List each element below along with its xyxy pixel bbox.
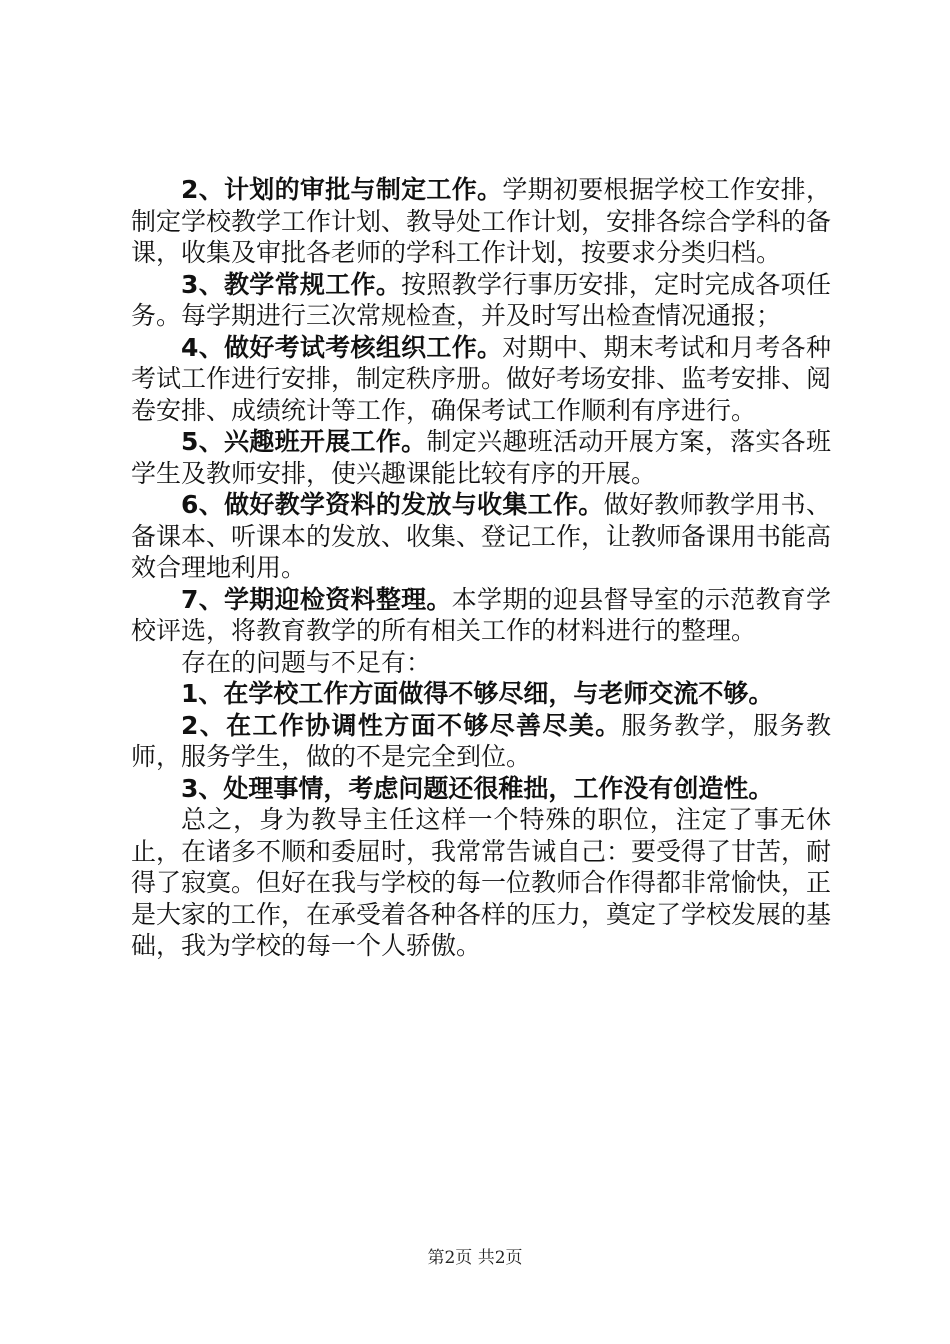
paragraph-problem-1	[131, 678, 831, 710]
heading-exam-organization: 4、做好考试考核组织工作。	[181, 332, 503, 362]
heading-materials-distribution: 6、做好教学资料的发放与收集工作。	[181, 490, 604, 519]
text-inspection-materials: 本学期的迎县督导室的示范教育学校评选，将教育教学的所有相关工作的材料进行的整理。	[131, 584, 831, 645]
paragraph-problems-intro	[131, 647, 831, 679]
heading-plan-approval: 2、计划的审批与制定工作。	[181, 175, 503, 204]
text-plan-approval: 学期初要根据学校工作安排，制定学校教学工作计划、教导处工作计划，安排各综合学科的备课，收集及审批各老师的学科工作计划，按要求分类归档。	[131, 175, 832, 267]
heading-problem-3: 3、处理事情，考虑问题还很稚拙，工作没有创造性。	[181, 773, 774, 803]
paragraph-plan-approval	[131, 174, 831, 269]
text-materials-distribution: 做好教师教学用书、备课本、听课本的发放、收集、登记工作，让教师备课用书能高效合理地利用。	[131, 490, 832, 582]
heading-teaching-routine: 3、教学常规工作。	[181, 269, 402, 299]
paragraph-problem-3	[131, 773, 831, 805]
paragraph-materials-distribution	[131, 489, 831, 584]
paragraph-inspection-materials	[131, 584, 831, 647]
heading-inspection-materials: 7、学期迎检资料整理。	[181, 584, 452, 614]
paragraph-problem-2	[131, 710, 831, 773]
page-footer	[0, 1243, 950, 1268]
text-interest-class: 制定兴趣班活动开展方案，落实各班学生及教师安排，使兴趣课能比较有序的开展。	[131, 427, 831, 488]
paragraph-exam-organization	[131, 332, 831, 427]
heading-problem-2: 2、在工作协调性方面不够尽善尽美。	[181, 710, 622, 740]
text-problems-intro: 存在的问题与不足有：	[181, 647, 432, 677]
text-teaching-routine: 按照教学行事历安排，定时完成各项任务。每学期进行三次常规检查，并及时写出检查情况通报；	[131, 269, 831, 330]
heading-problem-1: 1、在学校工作方面做得不够尽细，与老师交流不够。	[181, 679, 774, 708]
paragraph-teaching-routine	[131, 269, 831, 332]
paragraph-interest-class	[131, 426, 831, 489]
page-number-label: 第2页 共2页	[427, 1248, 523, 1268]
heading-interest-class: 5、兴趣班开展工作。	[181, 427, 427, 456]
paragraph-conclusion	[131, 804, 831, 962]
document-body	[131, 174, 831, 962]
text-problem-2: 服务教学，服务教师，服务学生，做的不是完全到位。	[131, 710, 831, 771]
text-conclusion: 总之，身为教导主任这样一个特殊的职位，注定了事无休止，在诸多不顺和委屈时，我常常告诫自己：要受得了甘苦，耐得了寂寞。但好在我与学校的每一位教师合作得都非常愉快，正是大家的工作，在承受着各种各样的压力，奠定了学校发展的基础，我为学校的每一个人骄傲。	[131, 805, 832, 960]
text-exam-organization: 对期中、期末考试和月考各种考试工作进行安排，制定秩序册。做好考场安排、监考安排、阅卷安排、成绩统计等工作，确保考试工作顺利有序进行。	[131, 332, 832, 425]
